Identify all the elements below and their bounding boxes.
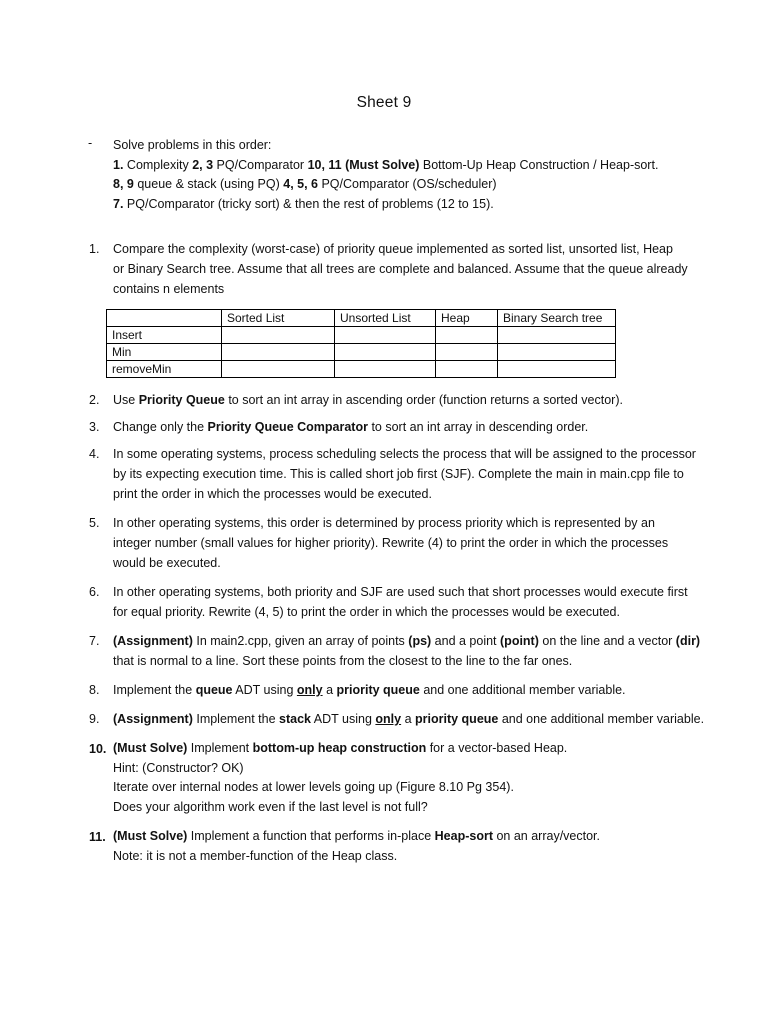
table-cell <box>498 327 616 344</box>
table-cell <box>222 344 335 361</box>
table-header-cell <box>107 310 222 327</box>
intro-line-2: 8, 9 queue & stack (using PQ) 4, 5, 6 PQ/Comparator (OS/scheduler) <box>113 177 497 191</box>
problem-number: 9. <box>89 712 100 726</box>
table-cell <box>498 361 616 378</box>
problem-number: 1. <box>89 242 100 256</box>
intro-block <box>113 136 658 214</box>
problem-1: 1. Compare the complexity (worst-case) of priority queue implemented as sorted list, unsorted list, Heap or Binary Search tree. Assume that all trees are complete and balanced. Assume that the queue already contains n elements <box>113 239 713 299</box>
complexity-table <box>106 309 616 378</box>
table-header-cell: Binary Search tree <box>498 310 616 327</box>
problem-number: 6. <box>89 585 100 599</box>
table-cell <box>335 361 436 378</box>
table-cell <box>436 361 498 378</box>
problem-10: 10. (Must Solve) Implement bottom-up heap construction for a vector-based Heap. Hint: (Constructor? OK) Iterate over internal nodes at lower levels going up (Figure 8.10 Pg 354). Does your algorithm work even if the last level is not full? <box>89 741 568 814</box>
problem-6: 6. In other operating systems, both priority and SJF are used such that short processes would execute first for equal priority. Rewrite (4, 5) to print the order in which the processes would be executed. <box>113 582 713 622</box>
table-cell <box>335 344 436 361</box>
table-cell <box>222 361 335 378</box>
intro-heading: Solve problems in this order: <box>113 138 272 152</box>
table-cell <box>335 327 436 344</box>
problem-11: 11. (Must Solve) Implement a function that performs in-place Heap-sort on an array/vector. Note: it is not a member-function of the Heap class. <box>89 829 601 863</box>
problem-number: 11. <box>89 830 106 844</box>
table-row <box>107 344 616 361</box>
table-header-cell: Unsorted List <box>335 310 436 327</box>
problem-4: 4. In some operating systems, process scheduling selects the process that will be assigned to the processor by its expecting execution time. This is called short job first (SJF). Complete the main in main.cpp file to print the order in which the processes would be executed. <box>113 444 713 504</box>
problem-number: 7. <box>89 634 100 648</box>
problem-7: 7. (Assignment) In main2.cpp, given an array of points (ps) and a point (point) on the line and a vector (dir) that is normal to a line. Sort these points from the closest to the line to the far ones. <box>113 631 713 671</box>
problem-number: 3. <box>89 420 100 434</box>
problem-3: 3. Change only the Priority Queue Comparator to sort an int array in descending order. <box>113 417 713 437</box>
table-row <box>107 327 616 344</box>
sheet-title: Sheet 9 <box>356 94 412 111</box>
intro-line-1: 1. Complexity 2, 3 PQ/Comparator 10, 11 (Must Solve) Bottom-Up Heap Construction / Heap-sort. <box>113 157 659 172</box>
intro-line-3: 7. PQ/Comparator (tricky sort) & then the rest of problems (12 to 15). <box>113 196 494 211</box>
table-cell <box>436 344 498 361</box>
table-cell <box>436 327 498 344</box>
problem-number: 10. <box>89 742 107 756</box>
problem-9: 9. (Assignment) Implement the stack ADT using only a priority queue and one additional member variable. <box>113 709 713 729</box>
problem-number: 4. <box>89 447 100 461</box>
table-header-row <box>107 310 616 327</box>
intro-dash: - <box>88 136 93 150</box>
problem-number: 5. <box>89 516 100 530</box>
table-row-label: removeMin <box>107 361 222 378</box>
table-row <box>107 361 616 378</box>
table-header-cell: Sorted List <box>222 310 335 327</box>
problem-number: 2. <box>89 393 100 407</box>
table-row-label: Min <box>107 344 222 361</box>
table-header-cell: Heap <box>436 310 498 327</box>
problem-2: 2. Use Priority Queue to sort an int array in ascending order (function returns a sorted vector). <box>113 390 713 410</box>
problem-8: 8. Implement the queue ADT using only a priority queue and one additional member variable. <box>113 680 713 700</box>
problem-5: 5. In other operating systems, this order is determined by process priority which is represented by an integer number (small values for higher priority). Rewrite (4) to print the order in which the processes would be executed. <box>113 513 713 573</box>
problem-number: 8. <box>89 683 100 697</box>
table-cell <box>498 344 616 361</box>
table-cell <box>222 327 335 344</box>
table-row-label: Insert <box>107 327 222 344</box>
